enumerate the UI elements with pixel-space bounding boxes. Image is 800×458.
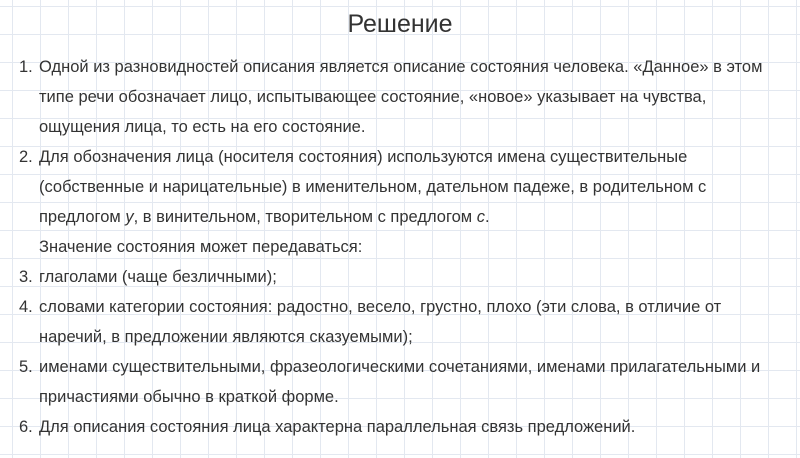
list-item-3: [19, 262, 789, 292]
item-number: 4.: [19, 298, 33, 316]
item-number: 2.: [19, 148, 33, 166]
item-number: 1.: [19, 58, 33, 76]
item-number: 3.: [19, 268, 33, 286]
list-item-1: [19, 52, 789, 142]
preposition-s: с: [476, 208, 485, 226]
item-number: 6.: [19, 418, 33, 436]
item-text: Для описания состояния лица характерна параллельная связь предложений.: [39, 418, 636, 436]
list-item-2: [19, 142, 789, 232]
item-text: именами существительными, фразеологическими сочетаниями, именами прилагательными и причастиями обычно в краткой форме.: [39, 358, 761, 406]
item-text: глаголами (чаще безличными);: [39, 268, 277, 286]
item-number: 5.: [19, 358, 33, 376]
preposition-u: у: [125, 208, 134, 226]
item-text: Для обозначения лица (носителя состояния) используются имена существительные (собственные и нарицательные) в именительном, дательном падеже, в родительном с предлогом: [39, 148, 707, 226]
item-text: , в винительном, творительном с предлогом: [133, 208, 477, 226]
item-text: Одной из разновидностей описания является описание состояния человека. «Данное» в этом типе речи обозначает лицо, испытывающее состояние, «новое» указывает на чувства, ощущения лица, то есть на его состояние.: [39, 58, 763, 136]
solution-list: [19, 52, 789, 442]
list-item-4: [19, 292, 789, 352]
item-text: словами категории состояния: радостно, весело, грустно, плохо (эти слова, в отличие от наречий, в предложении являются сказуемыми);: [39, 298, 722, 346]
page-title: Решение: [347, 10, 453, 38]
list-item-5: [19, 352, 789, 412]
state-expression-note: Значение состояния может передаваться:: [39, 238, 363, 256]
list-item-6: [19, 412, 789, 442]
item-text: .: [484, 208, 490, 226]
